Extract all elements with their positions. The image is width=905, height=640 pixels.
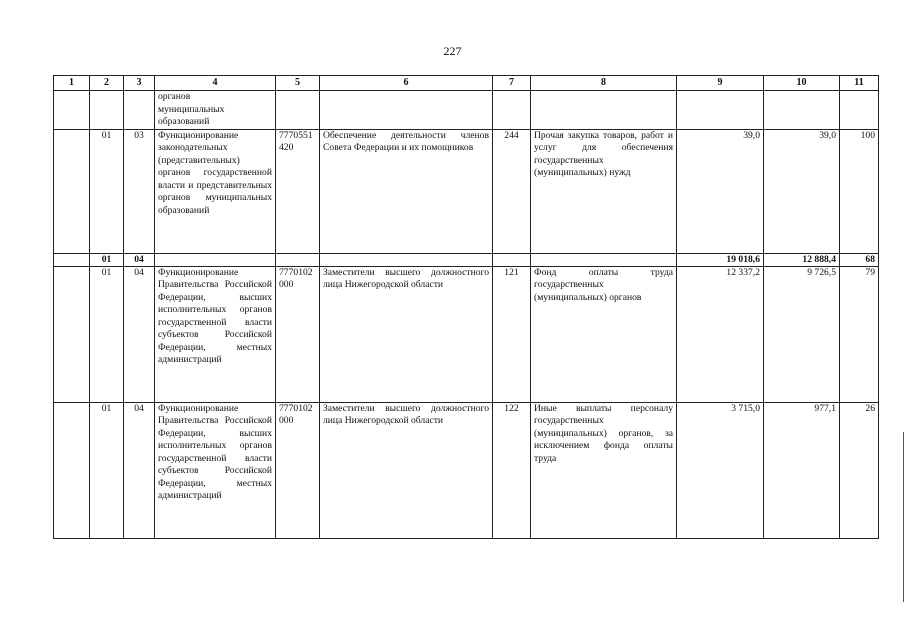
cell-expense-name xyxy=(531,91,677,130)
cell-planned: 3 715,0 xyxy=(677,402,764,538)
cell-actual: 977,1 xyxy=(764,402,840,538)
cell-c1 xyxy=(54,129,90,253)
cell-expense-name xyxy=(531,253,677,266)
col-header-10: 10 xyxy=(764,76,840,91)
cell-actual xyxy=(764,91,840,130)
col-header-7: 7 xyxy=(493,76,531,91)
cell-percent: 68 xyxy=(840,253,879,266)
cell-actual: 39,0 xyxy=(764,129,840,253)
cell-function-name: Функционирование Правительства Российской Федерации, высших исполнительных органов государственной власти субъектов Российской Федерации, местных администраций xyxy=(155,266,276,402)
cell-expense-type: 244 xyxy=(493,129,531,253)
table-row xyxy=(54,91,879,130)
cell-c1 xyxy=(54,266,90,402)
cell-target-code xyxy=(276,253,320,266)
table-row-subtotal xyxy=(54,253,879,266)
scan-edge-line xyxy=(903,432,904,602)
cell-target-name xyxy=(320,253,493,266)
cell-actual: 12 888,4 xyxy=(764,253,840,266)
cell-expense-type xyxy=(493,253,531,266)
cell-target-name: Заместители высшего должностного лица Нижегородской области xyxy=(320,402,493,538)
col-header-4: 4 xyxy=(155,76,276,91)
col-header-8: 8 xyxy=(531,76,677,91)
cell-subsection: 04 xyxy=(124,402,155,538)
cell-expense-name: Иные выплаты персоналу государственных (муниципальных) органов, за исключением фонда оплаты труда xyxy=(531,402,677,538)
cell-c1 xyxy=(54,402,90,538)
cell-percent: 26 xyxy=(840,402,879,538)
col-header-2: 2 xyxy=(90,76,124,91)
table-row xyxy=(54,129,879,253)
cell-expense-type xyxy=(493,91,531,130)
col-header-6: 6 xyxy=(320,76,493,91)
col-header-1: 1 xyxy=(54,76,90,91)
cell-subsection: 04 xyxy=(124,266,155,402)
col-header-5: 5 xyxy=(276,76,320,91)
cell-expense-type: 122 xyxy=(493,402,531,538)
cell-planned: 19 018,6 xyxy=(677,253,764,266)
cell-planned: 39,0 xyxy=(677,129,764,253)
cell-subsection: 04 xyxy=(124,253,155,266)
cell-planned xyxy=(677,91,764,130)
cell-expense-name: Прочая закупка товаров, работ и услуг для обеспечения государственных (муниципальных) нужд xyxy=(531,129,677,253)
header-row xyxy=(54,76,879,91)
table-row xyxy=(54,266,879,402)
cell-subsection: 03 xyxy=(124,129,155,253)
col-header-3: 3 xyxy=(124,76,155,91)
cell-target-code xyxy=(276,91,320,130)
cell-percent: 100 xyxy=(840,129,879,253)
cell-section: 01 xyxy=(90,253,124,266)
col-header-11: 11 xyxy=(840,76,879,91)
cell-target-name: Заместители высшего должностного лица Нижегородской области xyxy=(320,266,493,402)
cell-function-name: Функционирование Правительства Российской Федерации, высших исполнительных органов государственной власти субъектов Российской Федерации, местных администраций xyxy=(155,402,276,538)
col-header-9: 9 xyxy=(677,76,764,91)
budget-table xyxy=(53,75,879,539)
cell-expense-type: 121 xyxy=(493,266,531,402)
cell-section: 01 xyxy=(90,402,124,538)
cell-section xyxy=(90,91,124,130)
page-number: 227 xyxy=(443,44,462,58)
cell-subsection xyxy=(124,91,155,130)
cell-planned: 12 337,2 xyxy=(677,266,764,402)
cell-function-name: органов муниципальных образований xyxy=(155,91,276,130)
cell-target-name: Обеспечение деятельности членов Совета Федерации и их помощников xyxy=(320,129,493,253)
cell-target-name xyxy=(320,91,493,130)
cell-c1 xyxy=(54,91,90,130)
cell-target-code: 7770102000 xyxy=(276,266,320,402)
cell-section: 01 xyxy=(90,129,124,253)
table-row xyxy=(54,402,879,538)
cell-percent: 79 xyxy=(840,266,879,402)
cell-percent xyxy=(840,91,879,130)
cell-expense-name: Фонд оплаты труда государственных (муниципальных) органов xyxy=(531,266,677,402)
cell-target-code: 7770551420 xyxy=(276,129,320,253)
cell-target-code: 7770102000 xyxy=(276,402,320,538)
cell-function-name xyxy=(155,253,276,266)
cell-section: 01 xyxy=(90,266,124,402)
cell-function-name: Функционирование законодательных (представительных) органов государственной власти и представительных органов муниципальных образований xyxy=(155,129,276,253)
cell-c1 xyxy=(54,253,90,266)
cell-actual: 9 726,5 xyxy=(764,266,840,402)
